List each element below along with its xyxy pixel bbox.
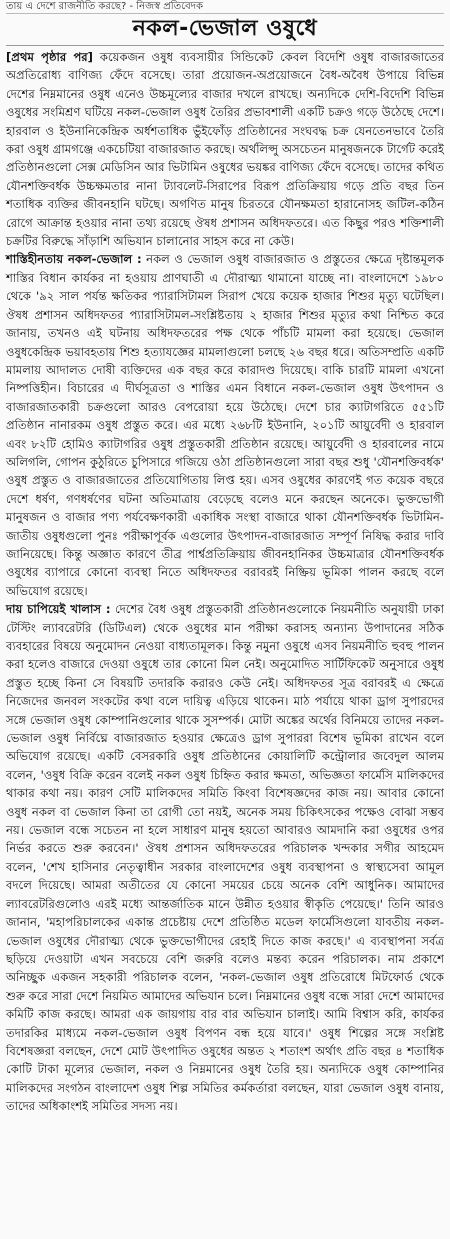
subheading-impunity: শাস্তিহীনতায় নকল-ভেজাল : <box>6 252 142 267</box>
previous-article-strip: তায় এ দেশে রাজনীতি করছে? - নিজস্ব প্রতিবেদক <box>6 0 444 14</box>
paragraph-1 <box>6 48 444 250</box>
article-headline: নকল-ভেজাল ওষুধে <box>6 14 444 46</box>
paragraph-2-text: নকল ও ভেজাল ওষুধ বাজারজাত ও প্রস্তুতের ক্ষেত্রে দৃষ্টান্তমূলক শাস্তির বিধান কার্যকর না হওয়ায় প্রাণঘাতী এ দৌরাত্ম্য থামানো যাচ্ছে না। বাংলাদেশে ১৯৮০ থেকে '৯২ সাল পর্যন্ত ক্ষতিকর প্যারাসিটামল সিরাপ খেয়ে কয়েক হাজার শিশুর মৃত্যু ঘটেছিল। ঔষধ প্রশাসন অধিদফতর প্যারাসিটামল-সংশ্লিষ্টতায় ২ হাজার শিশুর মৃত্যুর কথা নিশ্চিত করে জানায়, তখনও এই ঘটনায় অধিদফতরের পক্ষ থেকে পাঁচটি মামলা করা হয়েছে। ভেজাল ওষুধকেন্দ্রিক ভয়াবহতায় শিশু হত্যাযজ্ঞের মামলাগুলো চলছে ২৬ বছর ধরে। অতিসম্প্রতি একটি মামলায় আদালত দোষী ব্যক্তিদের এক বছর করে কারাদণ্ড দিয়েছে। বাকি চারটি মামলা এখনো নিষ্পত্তিহীন। বিচারের এ দীর্ঘসূত্রতা ও শাস্তির এমন বিধানে নকল-ভেজাল ওষুধ উৎপাদন ও বাজারজাতকারী চক্রগুলো আরও বেপরোয়া হয়ে উঠেছে। দেশে চার ক্যাটাগরিতে ৫৫১টি প্রতিষ্ঠান নানারকম ওষুধ প্রস্তুত করে। এর মধ্যে ২৬৮টি ইউনানি, ২০১টি আয়ুর্বেদী ও হারবাল এবং ৮২টি হোমিও ক্যাটাগরির ওষুধ প্রস্তুতকারী প্রতিষ্ঠান রয়েছে। আয়ুর্বেদী ও হারবালের নামে অলিগলি, গোপন কুঠুরিতে চুপিসারে গজিয়ে ওঠা প্রতিষ্ঠানগুলো সারা বছর শুধু 'যৌনশক্তিবর্ধক' ওষুধ প্রস্তুত ও বাজারজাতের প্রতিযোগিতায় লিপ্ত হয়। এসব ওষুধের কারণেই গত কয়েক বছরে দেশে ধর্ষণ, গণধর্ষণের ঘটনা অতিমাত্রায় বেড়েছে বলেও মনে করছেন অনেকে। ভুক্তভোগী মানুষজন ও বাজার পণ্য পর্যবেক্ষণকারী একাধিক সংস্থা বাজারে থাকা যৌনশক্তিবর্ধক ভিটামিন-জাতীয় ওষুধগুলো পুনঃ পরীক্ষাপূর্বক এগুলোর উৎপাদন-বাজারজাত সম্পূর্ণ নিষিদ্ধ করার দাবি জানিয়েছে। কিন্তু অজ্ঞাত কারণে তীব্র পার্শ্বপ্রতিক্রিয়ায় জীবনহানিকর উচ্চমাত্রার যৌনশক্তিবর্ধক ওষুধের ব্যাপারে কোনো ব্যবস্থা নিতে অধিদফতর বরাবরই নিষ্ক্রিয় ভূমিকা পালন করছে বলে অভিযোগ রয়েছে। <box>6 252 444 598</box>
paragraph-3-text: দেশের বৈধ ওষুধ প্রস্তুতকারী প্রতিষ্ঠানগুলোকে নিয়মনীতি অনুযায়ী ঢাকা টেস্টিং ল্যাবরেটরি (ডিটিএল) থেকে ওষুধের মান পরীক্ষা করাসহ অন্যান্য উপাদানের সঠিক ব্যবহারের বিষয়ে অনুমোদন নেওয়া বাধ্যতামূলক। কিন্তু নমুনা ওষুধে এসব নিয়মনীতি হুবহু পালন করা হলেও বাজারে দেওয়া ওষুধে তার কোনো মিল নেই। অনুমোদিত সার্টিফিকেট অনুসারে ওষুধ প্রস্তুত হচ্ছে কিনা সে বিষয়টি তদারকি করারও কেউ নেই। অধিদফতর সূত্র বরাবরই এ ক্ষেত্রে নিজেদের জনবল সংকটের কথা বলে দায়িত্ব এড়িয়ে থাকেন। মাঠ পর্যায়ে থাকা ড্রাগ সুপারদের সঙ্গে ভেজাল ওষুধ কোম্পানিগুলোর থাকে সুসম্পর্ক। মোটা অঙ্কের অর্থের বিনিময়ে তাদের নকল-ভেজাল ওষুধ নির্বিঘ্নে বাজারজাত হওয়ার ক্ষেত্রেও ড্রাগ সুপাররা বিশেষ ভূমিকা রাখেন বলে অভিযোগ রয়েছে। একটি বেসরকারি ওষুধ প্রতিষ্ঠানের কোয়ালিটি কন্ট্রোলার জবেদুল আলম বলেন, 'ওষুধ বিক্রি করেন বলেই নকল ওষুধ চিহ্নিত করার ক্ষমতা, অভিজ্ঞতা ফার্মেসি মালিকদের থাকার কথা নয়। কারণ সেটি মালিকদের সমিতি কিংবা বিশেষজ্ঞদের কাজ নয়। আবার কোনো ওষুধ নকল বা ভেজাল কিনা তা রোগী তো নয়ই, অনেক সময় চিকিৎসকের পক্ষেও বোঝা সম্ভব নয়। ভেজাল বন্ধে সচেতন না হলে সাধারণ মানুষ হয়তো আবারও আমদানি করা ওষুধের ওপর নির্ভর করতে শুরু করবেন।' ঔষধ প্রশাসন অধিদফতরের পরিচালক খন্দকার সগীর আহমেদ বলেন, 'শেখ হাসিনার নেতৃত্বাধীন সরকার বাংলাদেশের ওষুধ ব্যবস্থাপনা ও স্বাস্থ্যসেবা আমূল বদলে দিয়েছে। আমরা অতীতের যে কোনো সময়ের চেয়ে অনেক বেশি আধুনিক। আমাদের ল্যাবরেটরিগুলোও এরই মধ্যে আন্তর্জাতিক মানে উন্নীত হওয়ার স্বীকৃতি পেয়েছে।' তিনি আরও জানান, 'মহাপরিচালকের একান্ত প্রচেষ্টায় দেশে প্রতিষ্ঠিত মডেল ফার্মেসিগুলো যাবতীয় নকল-ভেজাল ওষুধের দৌরাত্ম্য থেকে ভুক্তভোগীদের রেহাই দিতে কাজ করছে।' এ ব্যবস্থাপনা সর্বত্র ছড়িয়ে দেওয়াটা এখন সবচেয়ে বেশি জরুরি বলেও মন্তব্য করেন পরিচালক। নাম প্রকাশে অনিচ্ছুক একজন সহকারী পরিচালক বলেন, 'নকল-ভেজাল ওষুধ প্রতিরোধে মিটফোর্ড থেকে শুরু করে সারা দেশে নিয়মিত আমাদের অভিযান চলে। নিম্নমানের ওষুধ বন্ধে সারা দেশে আমাদের কমিটি কাজ করছে। আমরা এক জায়গায় বার বার অভিযান চালাই। আমি বিশ্বাস করি, কার্যকর তদারকির মাধ্যমে নকল-ভেজাল ওষুধ বিপণন বন্ধ হয়ে যাবে।' ওষুধ শিল্পের সঙ্গে সংশ্লিষ্ট বিশেষজ্ঞরা বলছেন, দেশে মোট উৎপাদিত ওষুধের অন্তত ২ শতাংশ অর্থাৎ প্রতি বছর ৪ শতাধিক কোটি টাকা মূল্যের ভেজাল, নকল ও নিম্নমানের ওষুধ তৈরি হয়। অন্যদিকে ওষুধ কোম্পানির মালিকদের সংগঠন বাংলাদেশ ওষুধ শিল্প সমিতির কর্মকর্তারা বলছেন, যারা ভেজাল ওষুধ বানায়, তাদের অধিকাংশই সমিতির সদস্য নয়। <box>6 602 445 1114</box>
paragraph-2 <box>6 250 444 600</box>
paragraph-3 <box>6 600 444 1115</box>
continuation-marker: [প্রথম পৃষ্ঠার পর] <box>6 50 93 64</box>
article-body <box>6 46 444 1116</box>
subheading-blame-shifting: দায় চাপিয়েই খালাস : <box>6 602 111 617</box>
paragraph-1-text: কয়েকজন ওষুধ ব্যবসায়ীর সিন্ডিকেট কেবল বিদেশি ওষুধ বাজারজাতের অপ্রতিরোধ্য বাণিজ্য ফেঁদে বসেছে। তারা প্রয়োজন-অপ্রয়োজনে বৈধ-অবৈধ উপায়ে বিভিন্ন দেশের নিম্নমানের ওষুধ এনেও উচ্চমূল্যের বাজার দখলে রাখছে। অন্যদিকে দেশি-বিদেশি বিভিন্ন ওষুধের সংমিশ্রণ ঘটিয়ে নকল-ভেজাল ওষুধ তৈরির প্রভাবশালী একটি চক্রও গড়ে উঠেছে দেশে। হারবাল ও ইউনানিকেন্দ্রিক অর্ধশতাধিক ভুঁইফোঁড় প্রতিষ্ঠানের সংঘবদ্ধ চক্র যেনতেনভাবে তৈরি করা ওষুধ গ্রামগঞ্জে একচেটিয়া বাজারজাত করছে। অর্থলিপ্সু অসচেতন মানুষজনকে টার্গেট করেই প্রতিষ্ঠানগুলো সেক্স মেডিসিন আর ভিটামিন ওষুধের ভয়ঙ্কর বাণিজ্য ফেঁদে বসেছে। তাদের কথিত যৌনশক্তিবর্ধক উচ্চক্ষমতার নানা ট্যাবলেট-সিরাপের বিরূপ প্রতিক্রিয়ায় গড়ে প্রতি বছর তিন শতাধিক ব্যক্তির জীবনহানি ঘটছে। অগণিত মানুষ চিরতরে যৌনক্ষমতা হারানোসহ জটিল-কঠিন রোগে আক্রান্ত হওয়ার নানা তথ্য রয়েছে ঔষধ প্রশাসন অধিদফতরে। এত কিছুর পরও শক্তিশালী চক্রটির বিরুদ্ধে সাঁড়াশি অভিযান চালানোর সাহস করে না কেউ। <box>6 50 445 249</box>
